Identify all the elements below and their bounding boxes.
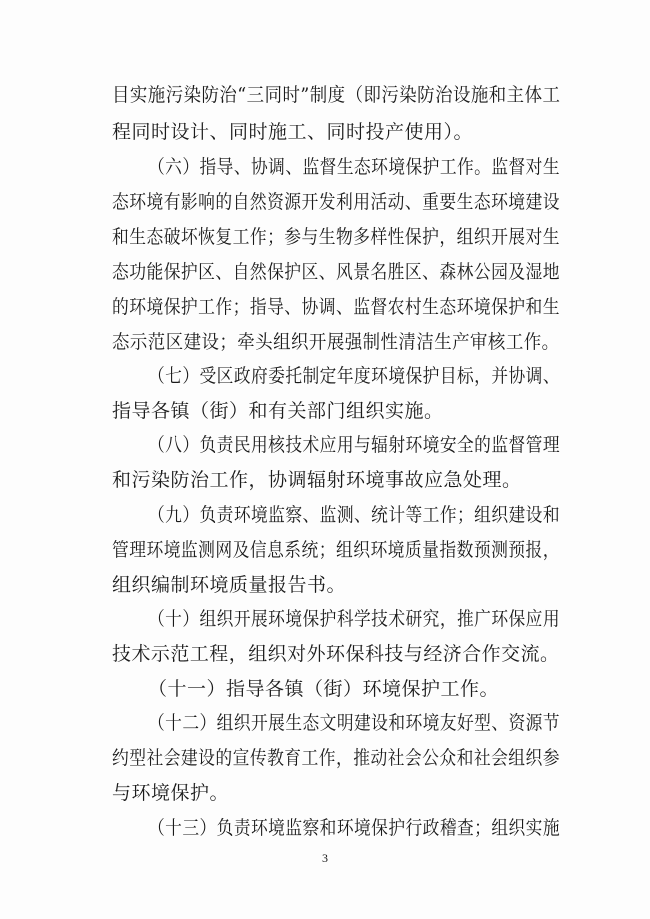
text-line: （十三）负责环境监察和环境保护行政稽查；组织实施 [148,817,560,839]
text-line: 的环境保护工作；指导、协调、监督农村生态环境保护和生 [112,296,560,318]
text-line: 态环境有影响的自然资源开发利用活动、重要生态环境建设 [112,191,560,213]
text-line: （十）组织开展环境保护科学技术研究，推广环保应用 [148,608,560,630]
text-line: （十二）组织开展生态文明建设和环境友好型、资源节 [148,712,560,734]
text-line: （七）受区政府委托制定年度环境保护目标，并协调、 [148,365,560,387]
text-line: 和污染防治工作，协调辐射环境事故应急处理。 [112,469,522,491]
text-line: 与环境保护。 [112,782,230,804]
text-line: 组织编制环境质量报告书。 [112,574,347,596]
text-line: 目实施污染防治“三同时”制度（即污染防治设施和主体工 [112,84,561,106]
text-line: （九）负责环境监察、监测、统计等工作；组织建设和 [148,504,560,526]
text-line: 和生态破坏恢复工作；参与生物多样性保护，组织开展对生 [112,226,560,248]
page-number: 3 [322,851,328,865]
text-line: （八）负责民用核技术应用与辐射环境安全的监督管理 [148,434,560,456]
text-line: 态示范区建设；牵头组织开展强制性清洁生产审核工作。 [112,331,560,353]
text-line: 态功能保护区、自然保护区、风景名胜区、森林公园及湿地 [112,261,560,283]
text-line: 程同时设计、同时施工、同时投产使用）。 [112,121,474,143]
text-line: （十一）指导各镇（街）环境保护工作。 [148,678,500,700]
text-line: 技术示范工程，组织对外环保科技与经济合作交流。 [112,643,560,665]
text-line: 指导各镇（街）和有关部门组织实施。 [112,400,444,422]
text-line: 约型社会建设的宣传教育工作，推动社会公众和社会组织参 [112,747,560,769]
text-line: 管理环境监测网及信息系统；组织环境质量指数预测预报， [112,539,560,561]
text-line: （六）指导、协调、监督生态环境保护工作。监督对生 [148,156,560,178]
